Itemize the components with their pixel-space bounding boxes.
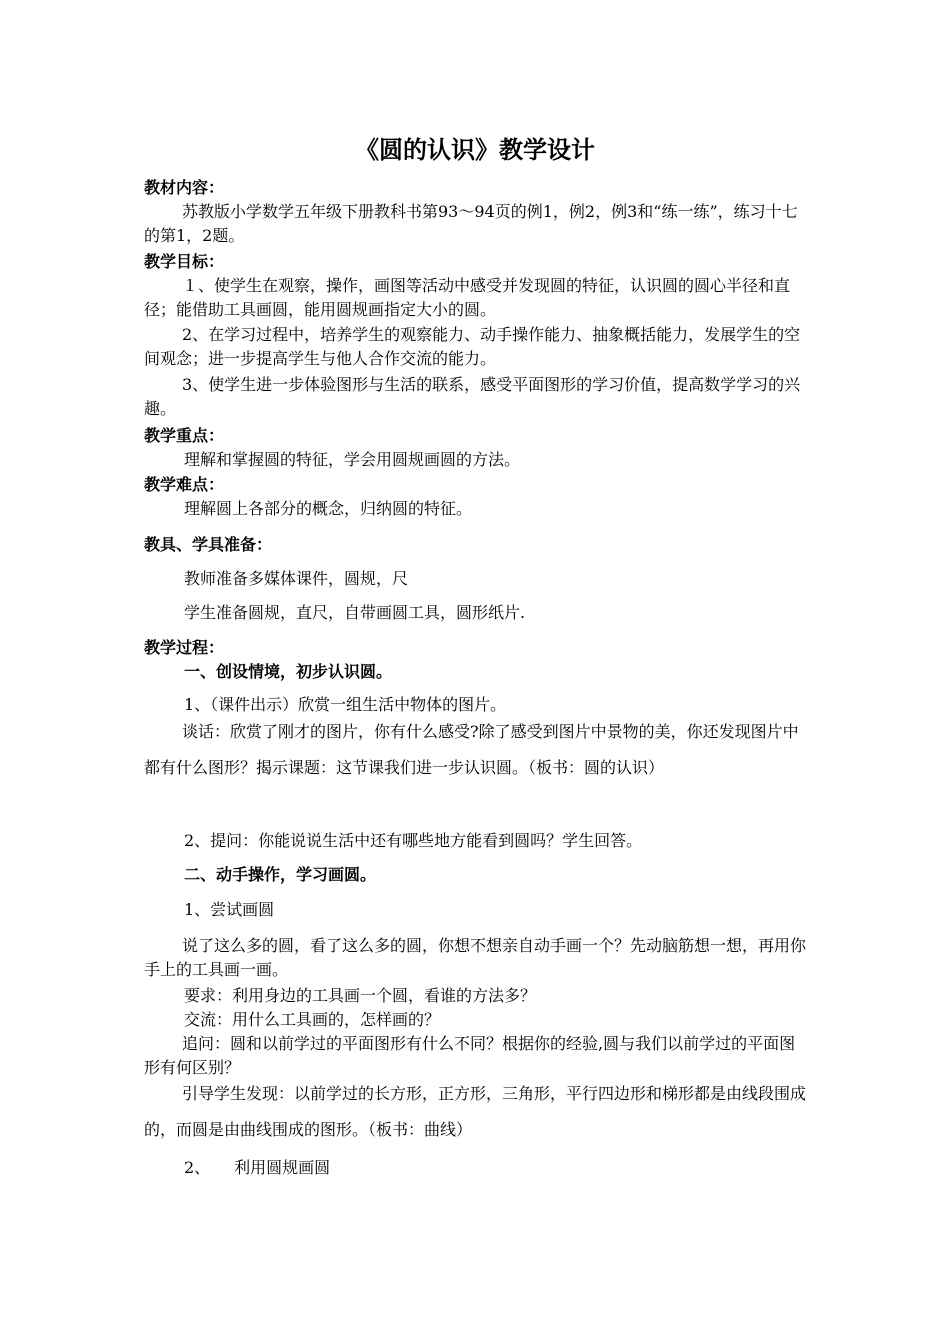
content-text: 苏教版小学数学五年级下册教科书第93～94页的例1，例2，例3和“练一练”，练习十七的第1，2题。 [144,202,798,245]
key-text: 理解和掌握圆的特征，学会用圆规画圆的方法。 [184,450,521,469]
process-heading: 教学过程： [144,638,225,657]
part2-guide: 引导学生发现：以前学过的长方形，正方形，三角形，平行四边形和梯形都是由线段围成的，而圆是由曲线围成的图形。（板书：曲线） [144,1084,807,1139]
difficulty-text: 理解圆上各部分的概念，归纳圆的特征。 [184,499,473,518]
key-heading: 教学重点： [144,426,225,445]
part2-text1: 说了这么多的圆，看了这么多的圆，你想不想亲自动手画一个？先动脑筋想一想，再用你手上的工具画一画。 [144,936,807,979]
goal-1: １、使学生在观察，操作，画图等活动中感受并发现圆的特征，认识圆的圆心半径和直径；能借助工具画圆，能用圆规画指定大小的圆。 [144,276,791,319]
difficulty-heading: 教学难点： [144,475,225,494]
part2-title: 二、动手操作，学习画圆。 [184,865,377,884]
document-title: 《圆的认识》教学设计 [355,136,595,164]
part2-exchange: 交流：用什么工具画的，怎样画的？ [184,1010,441,1029]
part2-item2: 2、 利用圆规画圆 [184,1158,331,1177]
part1-talk: 谈话：欣赏了刚才的图片，你有什么感受?除了感受到图片中景物的美，你还发现图片中都有什么图形？揭示课题：这节课我们进一步认识圆。（板书：圆的认识） [144,722,799,777]
goal-3: 3、使学生进一步体验图形与生活的联系，感受平面图形的学习价值，提高数学学习的兴趣。 [144,375,801,418]
content-heading: 教材内容： [144,178,225,197]
part1-item1: 1、（课件出示）欣赏一组生活中物体的图片。 [184,695,507,714]
goals-heading: 教学目标： [144,252,225,271]
part2-item1: 1、尝试画圆 [184,900,275,919]
part2-require: 要求：利用身边的工具画一个圆，看谁的方法多？ [184,986,537,1005]
part1-title: 一、创设情境，初步认识圆。 [184,662,393,681]
part1-item2: 2、提问：你能说说生活中还有哪些地方能看到圆吗？学生回答。 [184,831,643,850]
tools-student: 学生准备圆规，直尺，自带画圆工具，圆形纸片. [184,603,526,622]
tools-teacher: 教师准备多媒体课件，圆规，尺 [184,569,409,588]
tools-heading: 教具、学具准备： [144,535,273,554]
goal-2: 2、在学习过程中，培养学生的观察能力、动手操作能力、抽象概括能力，发展学生的空间观念；进一步提高学生与他人合作交流的能力。 [144,325,801,368]
part2-ask: 追问：圆和以前学过的平面图形有什么不同？根据你的经验,圆与我们以前学过的平面图形有何区别？ [144,1034,796,1077]
